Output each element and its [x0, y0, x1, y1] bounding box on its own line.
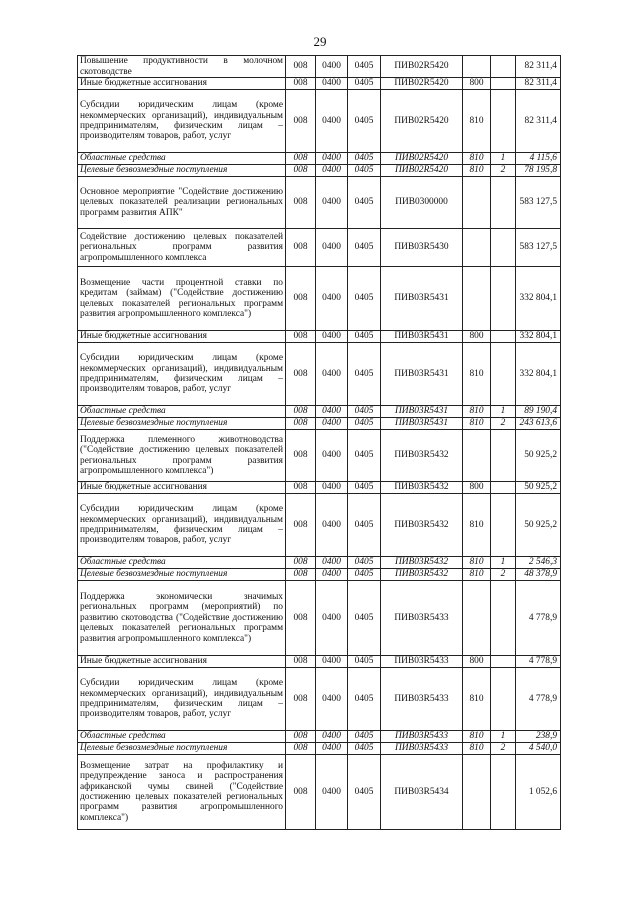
cell-source	[491, 430, 516, 482]
cell-grbs: 008	[286, 743, 316, 755]
cell-section: 0400	[316, 731, 348, 743]
cell-section: 0400	[316, 78, 348, 90]
cell-target-article: ПИВ03R5434	[381, 755, 463, 830]
cell-target-article: ПИВ03R5431	[381, 343, 463, 406]
cell-subsection: 0405	[348, 177, 381, 229]
cell-amount: 4 778,9	[516, 581, 561, 656]
cell-target-article: ПИВ03R5432	[381, 557, 463, 569]
cell-name: Возмещение части процентной ставки по кредитам (займам) ("Содействие достижению целевых показателей региональных программ развития агропромышленного комплекса")	[78, 267, 286, 331]
cell-subsection: 0405	[348, 90, 381, 153]
cell-amount: 50 925,2	[516, 430, 561, 482]
cell-amount: 50 925,2	[516, 494, 561, 557]
cell-subsection: 0405	[348, 743, 381, 755]
cell-grbs: 008	[286, 482, 316, 494]
cell-subsection: 0405	[348, 418, 381, 430]
cell-section: 0400	[316, 668, 348, 731]
cell-name: Областные средства	[78, 406, 286, 418]
cell-grbs: 008	[286, 494, 316, 557]
cell-grbs: 008	[286, 177, 316, 229]
cell-amount: 50 925,2	[516, 482, 561, 494]
cell-name: Областные средства	[78, 557, 286, 569]
cell-subsection: 0405	[348, 494, 381, 557]
table-row	[78, 743, 561, 755]
cell-expense-type: 810	[463, 406, 491, 418]
cell-name: Иные бюджетные ассигнования	[78, 656, 286, 668]
cell-expense-type: 800	[463, 482, 491, 494]
table-row	[78, 406, 561, 418]
cell-section: 0400	[316, 165, 348, 177]
cell-grbs: 008	[286, 755, 316, 830]
cell-source	[491, 267, 516, 331]
cell-name: Субсидии юридическим лицам (кроме некоммерческих организаций), индивидуальным предпринимателям, физическим лицам – производителям товаров, работ, услуг	[78, 668, 286, 731]
cell-grbs: 008	[286, 731, 316, 743]
cell-subsection: 0405	[348, 56, 381, 78]
table-row	[78, 482, 561, 494]
cell-target-article: ПИВ02R5420	[381, 78, 463, 90]
page-number: 29	[313, 34, 327, 49]
cell-amount: 243 613,6	[516, 418, 561, 430]
cell-amount: 238,9	[516, 731, 561, 743]
cell-expense-type	[463, 56, 491, 78]
cell-expense-type: 810	[463, 668, 491, 731]
cell-name: Целевые безвозмездные поступления	[78, 743, 286, 755]
cell-section: 0400	[316, 581, 348, 656]
cell-amount: 583 127,5	[516, 177, 561, 229]
table-row	[78, 165, 561, 177]
cell-source: 2	[491, 743, 516, 755]
cell-expense-type: 810	[463, 90, 491, 153]
cell-amount: 332 804,1	[516, 331, 561, 343]
table-row	[78, 418, 561, 430]
cell-target-article: ПИВ03R5431	[381, 267, 463, 331]
table-row	[78, 656, 561, 668]
table-row	[78, 755, 561, 830]
cell-subsection: 0405	[348, 656, 381, 668]
cell-name: Возмещение затрат на профилактику и предупреждение заноса и распространения африканской чумы свиней ("Содействие достижению целевых показателей региональных программ развития агропромышленного комплекса")	[78, 755, 286, 830]
cell-section: 0400	[316, 406, 348, 418]
cell-amount: 48 378,9	[516, 569, 561, 581]
cell-target-article: ПИВ03R5433	[381, 731, 463, 743]
cell-name: Целевые безвозмездные поступления	[78, 165, 286, 177]
cell-source: 1	[491, 153, 516, 165]
cell-amount: 4 778,9	[516, 656, 561, 668]
table-row	[78, 581, 561, 656]
cell-expense-type: 810	[463, 743, 491, 755]
cell-section: 0400	[316, 418, 348, 430]
table-row	[78, 153, 561, 165]
cell-amount: 332 804,1	[516, 343, 561, 406]
cell-name: Поддержка племенного животноводства ("Содействие достижению целевых показателей региональных программ развития агропромышленного комплекса")	[78, 430, 286, 482]
cell-section: 0400	[316, 557, 348, 569]
cell-amount: 583 127,5	[516, 229, 561, 267]
cell-grbs: 008	[286, 430, 316, 482]
cell-subsection: 0405	[348, 229, 381, 267]
cell-source	[491, 494, 516, 557]
cell-grbs: 008	[286, 153, 316, 165]
cell-source	[491, 78, 516, 90]
table-row	[78, 668, 561, 731]
cell-source: 1	[491, 557, 516, 569]
cell-expense-type: 800	[463, 78, 491, 90]
cell-section: 0400	[316, 177, 348, 229]
cell-amount: 4 540,0	[516, 743, 561, 755]
cell-subsection: 0405	[348, 557, 381, 569]
cell-subsection: 0405	[348, 406, 381, 418]
cell-name: Целевые безвозмездные поступления	[78, 418, 286, 430]
cell-expense-type: 800	[463, 656, 491, 668]
cell-expense-type: 810	[463, 494, 491, 557]
cell-source	[491, 343, 516, 406]
cell-grbs: 008	[286, 557, 316, 569]
cell-section: 0400	[316, 56, 348, 78]
cell-target-article: ПИВ02R5420	[381, 90, 463, 153]
table-row	[78, 569, 561, 581]
cell-amount: 332 804,1	[516, 267, 561, 331]
cell-section: 0400	[316, 153, 348, 165]
cell-subsection: 0405	[348, 482, 381, 494]
cell-section: 0400	[316, 343, 348, 406]
cell-name: Повышение продуктивности в молочном скотоводстве	[78, 56, 286, 78]
cell-expense-type	[463, 581, 491, 656]
cell-subsection: 0405	[348, 668, 381, 731]
cell-section: 0400	[316, 331, 348, 343]
cell-grbs: 008	[286, 418, 316, 430]
cell-expense-type	[463, 177, 491, 229]
cell-grbs: 008	[286, 56, 316, 78]
cell-grbs: 008	[286, 267, 316, 331]
cell-target-article: ПИВ03R5431	[381, 406, 463, 418]
cell-amount: 2 546,3	[516, 557, 561, 569]
table-row	[78, 494, 561, 557]
cell-target-article: ПИВ03R5433	[381, 743, 463, 755]
cell-section: 0400	[316, 90, 348, 153]
cell-grbs: 008	[286, 343, 316, 406]
cell-subsection: 0405	[348, 165, 381, 177]
table-row	[78, 267, 561, 331]
cell-section: 0400	[316, 494, 348, 557]
cell-name: Иные бюджетные ассигнования	[78, 482, 286, 494]
cell-source	[491, 177, 516, 229]
cell-source	[491, 482, 516, 494]
cell-target-article: ПИВ03R5431	[381, 418, 463, 430]
table-row	[78, 56, 561, 78]
cell-source	[491, 668, 516, 731]
cell-subsection: 0405	[348, 755, 381, 830]
cell-section: 0400	[316, 656, 348, 668]
cell-expense-type: 810	[463, 165, 491, 177]
cell-name: Субсидии юридическим лицам (кроме некоммерческих организаций), индивидуальным предпринимателям, физическим лицам – производителям товаров, работ, услуг	[78, 343, 286, 406]
cell-subsection: 0405	[348, 581, 381, 656]
cell-target-article: ПИВ03R5431	[381, 331, 463, 343]
cell-target-article: ПИВ0300000	[381, 177, 463, 229]
cell-grbs: 008	[286, 78, 316, 90]
cell-grbs: 008	[286, 569, 316, 581]
cell-name: Поддержка экономически значимых региональных программ (мероприятий) по развитию скотоводства ("Содействие достижению целевых показателей региональных программ развития агропромышленного комплекса")	[78, 581, 286, 656]
cell-amount: 78 195,8	[516, 165, 561, 177]
table-row	[78, 343, 561, 406]
cell-source: 2	[491, 418, 516, 430]
cell-subsection: 0405	[348, 731, 381, 743]
cell-source: 1	[491, 406, 516, 418]
table-row	[78, 229, 561, 267]
cell-source	[491, 56, 516, 78]
cell-section: 0400	[316, 229, 348, 267]
cell-expense-type: 810	[463, 569, 491, 581]
cell-source	[491, 229, 516, 267]
cell-grbs: 008	[286, 165, 316, 177]
table-row	[78, 430, 561, 482]
cell-name: Иные бюджетные ассигнования	[78, 78, 286, 90]
cell-section: 0400	[316, 743, 348, 755]
cell-subsection: 0405	[348, 78, 381, 90]
cell-target-article: ПИВ03R5432	[381, 430, 463, 482]
cell-grbs: 008	[286, 229, 316, 267]
cell-name: Иные бюджетные ассигнования	[78, 331, 286, 343]
cell-target-article: ПИВ03R5432	[381, 569, 463, 581]
cell-subsection: 0405	[348, 153, 381, 165]
table-row	[78, 557, 561, 569]
cell-amount: 82 311,4	[516, 56, 561, 78]
cell-subsection: 0405	[348, 267, 381, 331]
cell-source	[491, 656, 516, 668]
cell-target-article: ПИВ03R5433	[381, 581, 463, 656]
cell-source	[491, 331, 516, 343]
cell-expense-type	[463, 267, 491, 331]
cell-source: 2	[491, 569, 516, 581]
cell-target-article: ПИВ03R5430	[381, 229, 463, 267]
cell-section: 0400	[316, 267, 348, 331]
table-row	[78, 731, 561, 743]
cell-target-article: ПИВ03R5432	[381, 482, 463, 494]
cell-grbs: 008	[286, 668, 316, 731]
cell-grbs: 008	[286, 406, 316, 418]
cell-target-article: ПИВ03R5432	[381, 494, 463, 557]
cell-subsection: 0405	[348, 331, 381, 343]
cell-target-article: ПИВ03R5433	[381, 668, 463, 731]
cell-source: 2	[491, 165, 516, 177]
cell-grbs: 008	[286, 331, 316, 343]
cell-name: Субсидии юридическим лицам (кроме некоммерческих организаций), индивидуальным предпринимателям, физическим лицам – производителям товаров, работ, услуг	[78, 90, 286, 153]
cell-source	[491, 90, 516, 153]
cell-name: Целевые безвозмездные поступления	[78, 569, 286, 581]
cell-name: Основное мероприятие "Содействие достижению целевых показателей реализации региональных программ развития АПК"	[78, 177, 286, 229]
cell-section: 0400	[316, 482, 348, 494]
cell-source: 1	[491, 731, 516, 743]
cell-subsection: 0405	[348, 343, 381, 406]
table-row	[78, 331, 561, 343]
cell-amount: 89 190,4	[516, 406, 561, 418]
cell-amount: 82 311,4	[516, 78, 561, 90]
cell-target-article: ПИВ02R5420	[381, 165, 463, 177]
cell-target-article: ПИВ02R5420	[381, 56, 463, 78]
cell-expense-type	[463, 755, 491, 830]
table-row	[78, 90, 561, 153]
cell-expense-type	[463, 229, 491, 267]
cell-expense-type	[463, 430, 491, 482]
cell-subsection: 0405	[348, 430, 381, 482]
cell-name: Содействие достижению целевых показателей региональных программ развития агропромышленного комплекса	[78, 229, 286, 267]
cell-section: 0400	[316, 569, 348, 581]
cell-expense-type: 810	[463, 418, 491, 430]
table-row	[78, 78, 561, 90]
cell-expense-type: 810	[463, 343, 491, 406]
cell-amount: 4 115,6	[516, 153, 561, 165]
cell-expense-type: 800	[463, 331, 491, 343]
cell-grbs: 008	[286, 581, 316, 656]
cell-name: Областные средства	[78, 731, 286, 743]
cell-section: 0400	[316, 430, 348, 482]
cell-source	[491, 755, 516, 830]
cell-section: 0400	[316, 755, 348, 830]
table-row	[78, 177, 561, 229]
cell-grbs: 008	[286, 656, 316, 668]
cell-grbs: 008	[286, 90, 316, 153]
cell-expense-type: 810	[463, 557, 491, 569]
cell-name: Областные средства	[78, 153, 286, 165]
cell-amount: 82 311,4	[516, 90, 561, 153]
cell-amount: 4 778,9	[516, 668, 561, 731]
cell-expense-type: 810	[463, 153, 491, 165]
cell-target-article: ПИВ02R5420	[381, 153, 463, 165]
budget-table	[77, 55, 561, 830]
cell-expense-type: 810	[463, 731, 491, 743]
cell-target-article: ПИВ03R5433	[381, 656, 463, 668]
cell-subsection: 0405	[348, 569, 381, 581]
cell-source	[491, 581, 516, 656]
cell-name: Субсидии юридическим лицам (кроме некоммерческих организаций), индивидуальным предпринимателям, физическим лицам – производителям товаров, работ, услуг	[78, 494, 286, 557]
cell-amount: 1 052,6	[516, 755, 561, 830]
